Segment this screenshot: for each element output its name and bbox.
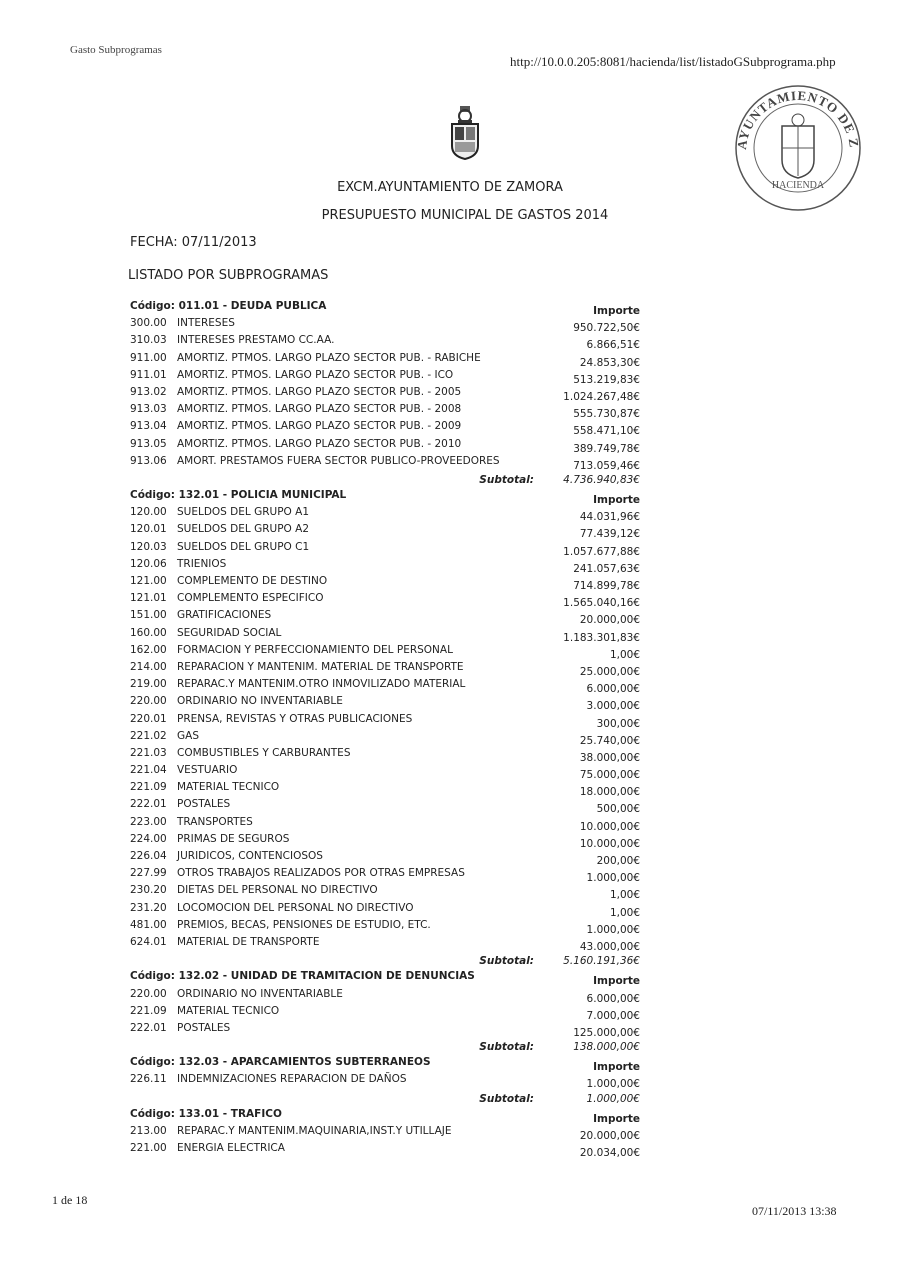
line-amount: 20.000,00€ [579, 614, 640, 627]
budget-line [112, 420, 652, 437]
line-code: 221.04 [130, 764, 167, 777]
line-description: GRATIFICACIONES [177, 609, 272, 622]
line-code: 911.00 [130, 351, 167, 364]
line-amount: 38.000,00€ [579, 751, 640, 764]
importe-header: Importe [593, 1112, 640, 1125]
line-description: REPARAC.Y MANTENIM.MAQUINARIA,INST.Y UTILLAJE [177, 1125, 452, 1137]
budget-section [112, 1056, 652, 1108]
line-code: 226.04 [130, 850, 167, 862]
line-amount: 1.000,00€ [586, 872, 640, 885]
line-description: COMBUSTIBLES Y CARBURANTES [177, 746, 351, 759]
budget-line [112, 575, 652, 592]
line-code: 913.06 [130, 454, 167, 467]
line-amount: 1.024.267,48€ [563, 390, 640, 403]
line-description: COMPLEMENTO ESPECIFICO [177, 592, 324, 605]
line-code: 913.03 [130, 403, 167, 416]
line-code: 226.11 [130, 1073, 167, 1086]
line-code: 220.00 [130, 987, 167, 1000]
line-code: 222.01 [130, 798, 167, 811]
line-code: 219.00 [130, 678, 167, 691]
line-description: MATERIAL TECNICO [177, 1004, 280, 1017]
line-amount: 1.565.040,16€ [563, 597, 640, 610]
line-description: ORDINARIO NO INVENTARIABLE [177, 987, 343, 1000]
line-amount: 25.740,00€ [579, 734, 640, 747]
budget-line [112, 541, 652, 558]
line-code: 221.09 [130, 1004, 167, 1017]
line-amount: 1.057.677,88€ [563, 545, 640, 558]
budget-section [112, 1108, 652, 1160]
listing-title: LISTADO POR SUBPROGRAMAS [128, 268, 329, 283]
line-description: REPARAC.Y MANTENIM.OTRO INMOVILIZADO MATERIAL [177, 678, 466, 691]
line-amount: 241.057,63€ [573, 562, 640, 575]
importe-header: Importe [593, 1061, 640, 1074]
line-amount: 1.000,00€ [586, 1078, 640, 1091]
line-code: 481.00 [130, 918, 167, 931]
budget-line [112, 919, 652, 936]
line-amount: 43.000,00€ [579, 940, 640, 953]
line-code: 213.00 [130, 1125, 167, 1137]
line-amount: 1.000,00€ [586, 923, 640, 936]
budget-line [112, 1142, 652, 1159]
line-code: 227.99 [130, 867, 167, 880]
subtotal-label: Subtotal: [479, 473, 534, 486]
budget-line [112, 798, 652, 815]
line-description: MATERIAL DE TRANSPORTE [177, 935, 320, 948]
budget-line [112, 438, 652, 455]
budget-line [112, 627, 652, 644]
line-code: 224.00 [130, 832, 167, 845]
line-description: AMORTIZ. PTMOS. LARGO PLAZO SECTOR PUB. - 2009 [177, 420, 462, 433]
budget-listing [112, 300, 652, 1159]
line-amount: 200,00€ [596, 855, 640, 867]
section-title: Código: 011.01 - DEUDA PUBLICA [130, 300, 327, 312]
budget-line [112, 644, 652, 661]
subtotal-row [112, 953, 652, 970]
budget-line [112, 506, 652, 523]
line-description: SUELDOS DEL GRUPO A1 [177, 506, 310, 519]
line-amount: 1,00€ [609, 648, 640, 661]
line-code: 160.00 [130, 626, 167, 639]
line-description: INDEMNIZACIONES REPARACION DE DAÑOS [177, 1073, 407, 1086]
subtotal-row [112, 1091, 652, 1108]
budget-line [112, 695, 652, 712]
line-code: 310.03 [130, 334, 167, 347]
line-description: POSTALES [177, 1021, 231, 1034]
line-amount: 6.866,51€ [586, 339, 640, 352]
budget-section [112, 300, 652, 489]
page-header-title: Gasto Subprogramas [70, 44, 162, 56]
line-description: COMPLEMENTO DE DESTINO [177, 575, 328, 587]
line-amount: 1.183.301,83€ [563, 631, 640, 644]
budget-line [112, 317, 652, 334]
line-amount: 24.853,30€ [579, 356, 640, 369]
budget-line [112, 661, 652, 678]
section-header [112, 1056, 652, 1073]
line-amount: 125.000,00€ [573, 1026, 640, 1039]
page-url: http://10.0.0.205:8081/hacienda/list/listadoGSubprograma.php [510, 54, 836, 69]
line-description: PRIMAS DE SEGUROS [177, 832, 290, 845]
line-description: SUELDOS DEL GRUPO C1 [177, 540, 310, 553]
line-description: ENERGIA ELECTRICA [177, 1142, 285, 1155]
line-amount: 1,00€ [609, 906, 640, 919]
budget-line [112, 747, 652, 764]
subtotal-row [112, 1039, 652, 1056]
line-description: POSTALES [177, 798, 231, 811]
line-description: INTERESES PRESTAMO CC.AA. [177, 334, 335, 347]
subtotal-label: Subtotal: [479, 1092, 534, 1105]
budget-line [112, 1073, 652, 1090]
line-code: 230.20 [130, 884, 167, 897]
line-amount: 300,00€ [596, 717, 640, 730]
budget-line [112, 403, 652, 420]
line-description: SUELDOS DEL GRUPO A2 [177, 523, 310, 536]
line-amount: 10.000,00€ [579, 820, 640, 833]
line-code: 624.01 [130, 935, 167, 948]
line-code: 120.03 [130, 540, 167, 553]
line-description: FORMACION Y PERFECCIONAMIENTO DEL PERSONAL [177, 643, 453, 656]
budget-line [112, 592, 652, 609]
line-description: INTERESES [177, 317, 235, 330]
line-amount: 7.000,00€ [586, 1009, 640, 1022]
line-code: 220.01 [130, 712, 167, 725]
section-header [112, 489, 652, 506]
coat-of-arms-icon [448, 106, 482, 160]
budget-line [112, 850, 652, 867]
line-description: REPARACION Y MANTENIM. MATERIAL DE TRANSPORTE [177, 660, 464, 673]
line-amount: 18.000,00€ [579, 786, 640, 799]
line-code: 214.00 [130, 660, 167, 673]
budget-section [112, 489, 652, 970]
line-description: AMORTIZ. PTMOS. LARGO PLAZO SECTOR PUB. - 2008 [177, 403, 462, 416]
line-amount: 20.034,00€ [579, 1147, 640, 1160]
line-code: 221.00 [130, 1142, 167, 1155]
line-code: 120.06 [130, 557, 167, 570]
print-datetime: 07/11/2013 13:38 [752, 1204, 837, 1218]
line-code: 223.00 [130, 815, 167, 828]
budget-line [112, 936, 652, 953]
line-code: 120.00 [130, 506, 167, 519]
line-amount: 713.059,46€ [573, 459, 640, 472]
line-amount: 10.000,00€ [579, 837, 640, 850]
line-description: GAS [177, 729, 199, 742]
line-description: OTROS TRABAJOS REALIZADOS POR OTRAS EMPRESAS [177, 867, 465, 880]
subtotal-amount: 4.736.940,83€ [563, 473, 640, 486]
line-description: AMORT. PRESTAMOS FUERA SECTOR PUBLICO-PROVEEDORES [177, 454, 500, 467]
budget-line [112, 781, 652, 798]
budget-line [112, 558, 652, 575]
budget-line [112, 867, 652, 884]
importe-header: Importe [593, 305, 640, 317]
section-header [112, 300, 652, 317]
line-code: 121.00 [130, 575, 167, 587]
line-description: JURIDICOS, CONTENCIOSOS [177, 850, 323, 862]
importe-header: Importe [593, 975, 640, 988]
line-description: LOCOMOCION DEL PERSONAL NO DIRECTIVO [177, 901, 414, 914]
line-amount: 513.219,83€ [573, 373, 640, 386]
line-description: AMORTIZ. PTMOS. LARGO PLAZO SECTOR PUB. - ICO [177, 368, 454, 381]
page-number: 1 de 18 [52, 1193, 88, 1207]
document-date: FECHA: 07/11/2013 [130, 235, 257, 250]
document-title: EXCM.AYUNTAMIENTO DE ZAMORA [337, 180, 563, 195]
line-description: TRANSPORTES [177, 815, 253, 828]
budget-line [112, 764, 652, 781]
budget-line [112, 816, 652, 833]
section-header [112, 1108, 652, 1125]
svg-text:AYUNTAMIENTO DE ZAMORA [728, 82, 862, 150]
stamp-ring-text: AYUNTAMIENTO DE Z [733, 87, 862, 151]
line-description: MATERIAL TECNICO [177, 781, 280, 794]
line-code: 913.02 [130, 385, 167, 398]
budget-line [112, 988, 652, 1005]
budget-line [112, 730, 652, 747]
budget-line [112, 1022, 652, 1039]
line-code: 913.05 [130, 437, 167, 450]
importe-header: Importe [593, 494, 640, 507]
budget-line [112, 902, 652, 919]
line-amount: 75.000,00€ [579, 769, 640, 782]
section-title: Código: 132.03 - APARCAMIENTOS SUBTERRANEOS [130, 1056, 431, 1069]
budget-line [112, 455, 652, 472]
line-code: 120.01 [130, 523, 167, 536]
budget-line [112, 833, 652, 850]
line-description: AMORTIZ. PTMOS. LARGO PLAZO SECTOR PUB. - RABICHE [177, 351, 481, 364]
line-amount: 558.471,10€ [573, 425, 640, 438]
line-code: 913.04 [130, 420, 167, 433]
stamp-label: HACIENDA [771, 180, 825, 191]
line-description: PRENSA, REVISTAS Y OTRAS PUBLICACIONES [177, 712, 413, 725]
subtotal-amount: 1.000,00€ [586, 1092, 640, 1105]
budget-line [112, 386, 652, 403]
budget-line [112, 713, 652, 730]
budget-line [112, 352, 652, 369]
line-amount: 25.000,00€ [579, 665, 640, 678]
line-code: 231.20 [130, 901, 167, 914]
line-code: 911.01 [130, 368, 167, 381]
line-amount: 555.730,87€ [573, 408, 640, 421]
line-amount: 3.000,00€ [586, 700, 640, 713]
subtotal-amount: 5.160.191,36€ [563, 955, 640, 968]
line-code: 221.03 [130, 746, 167, 759]
line-amount: 20.000,00€ [579, 1130, 640, 1142]
line-code: 221.02 [130, 729, 167, 742]
section-title: Código: 132.01 - POLICIA MUNICIPAL [130, 489, 347, 502]
line-code: 222.01 [130, 1021, 167, 1034]
line-description: DIETAS DEL PERSONAL NO DIRECTIVO [177, 884, 378, 897]
line-amount: 6.000,00€ [586, 683, 640, 696]
budget-line [112, 678, 652, 695]
line-amount: 714.899,78€ [573, 580, 640, 592]
line-amount: 500,00€ [596, 803, 640, 816]
section-title: Código: 133.01 - TRAFICO [130, 1107, 282, 1120]
line-code: 151.00 [130, 609, 167, 622]
line-description: AMORTIZ. PTMOS. LARGO PLAZO SECTOR PUB. - 2010 [177, 437, 462, 450]
line-description: VESTUARIO [177, 764, 238, 777]
line-code: 300.00 [130, 317, 167, 330]
subtotal-label: Subtotal: [479, 1041, 534, 1054]
line-description: AMORTIZ. PTMOS. LARGO PLAZO SECTOR PUB. - 2005 [177, 385, 462, 398]
subtotal-row [112, 472, 652, 489]
line-description: ORDINARIO NO INVENTARIABLE [177, 695, 343, 708]
budget-line [112, 884, 652, 901]
section-title: Código: 132.02 - UNIDAD DE TRAMITACION DE DENUNCIAS [130, 970, 475, 983]
line-amount: 1,00€ [609, 889, 640, 902]
line-code: 121.01 [130, 592, 167, 605]
line-description: TRIENIOS [177, 557, 227, 570]
subtotal-label: Subtotal: [479, 955, 534, 968]
budget-line [112, 369, 652, 386]
line-amount: 389.749,78€ [573, 442, 640, 455]
budget-line [112, 1125, 652, 1142]
line-description: PREMIOS, BECAS, PENSIONES DE ESTUDIO, ETC. [177, 918, 431, 931]
budget-section [112, 970, 652, 1056]
budget-line [112, 523, 652, 540]
budget-line [112, 609, 652, 626]
budget-line [112, 1005, 652, 1022]
subtotal-amount: 138.000,00€ [573, 1041, 640, 1054]
budget-line [112, 334, 652, 351]
line-code: 221.09 [130, 781, 167, 794]
line-code: 162.00 [130, 643, 167, 656]
line-description: SEGURIDAD SOCIAL [177, 626, 282, 639]
line-amount: 77.439,12€ [579, 528, 640, 541]
line-amount: 44.031,96€ [579, 511, 640, 524]
line-code: 220.00 [130, 695, 167, 708]
line-amount: 950.722,50€ [573, 322, 640, 335]
document-subtitle: PRESUPUESTO MUNICIPAL DE GASTOS 2014 [321, 208, 609, 223]
line-amount: 6.000,00€ [586, 992, 640, 1005]
section-header [112, 970, 652, 987]
